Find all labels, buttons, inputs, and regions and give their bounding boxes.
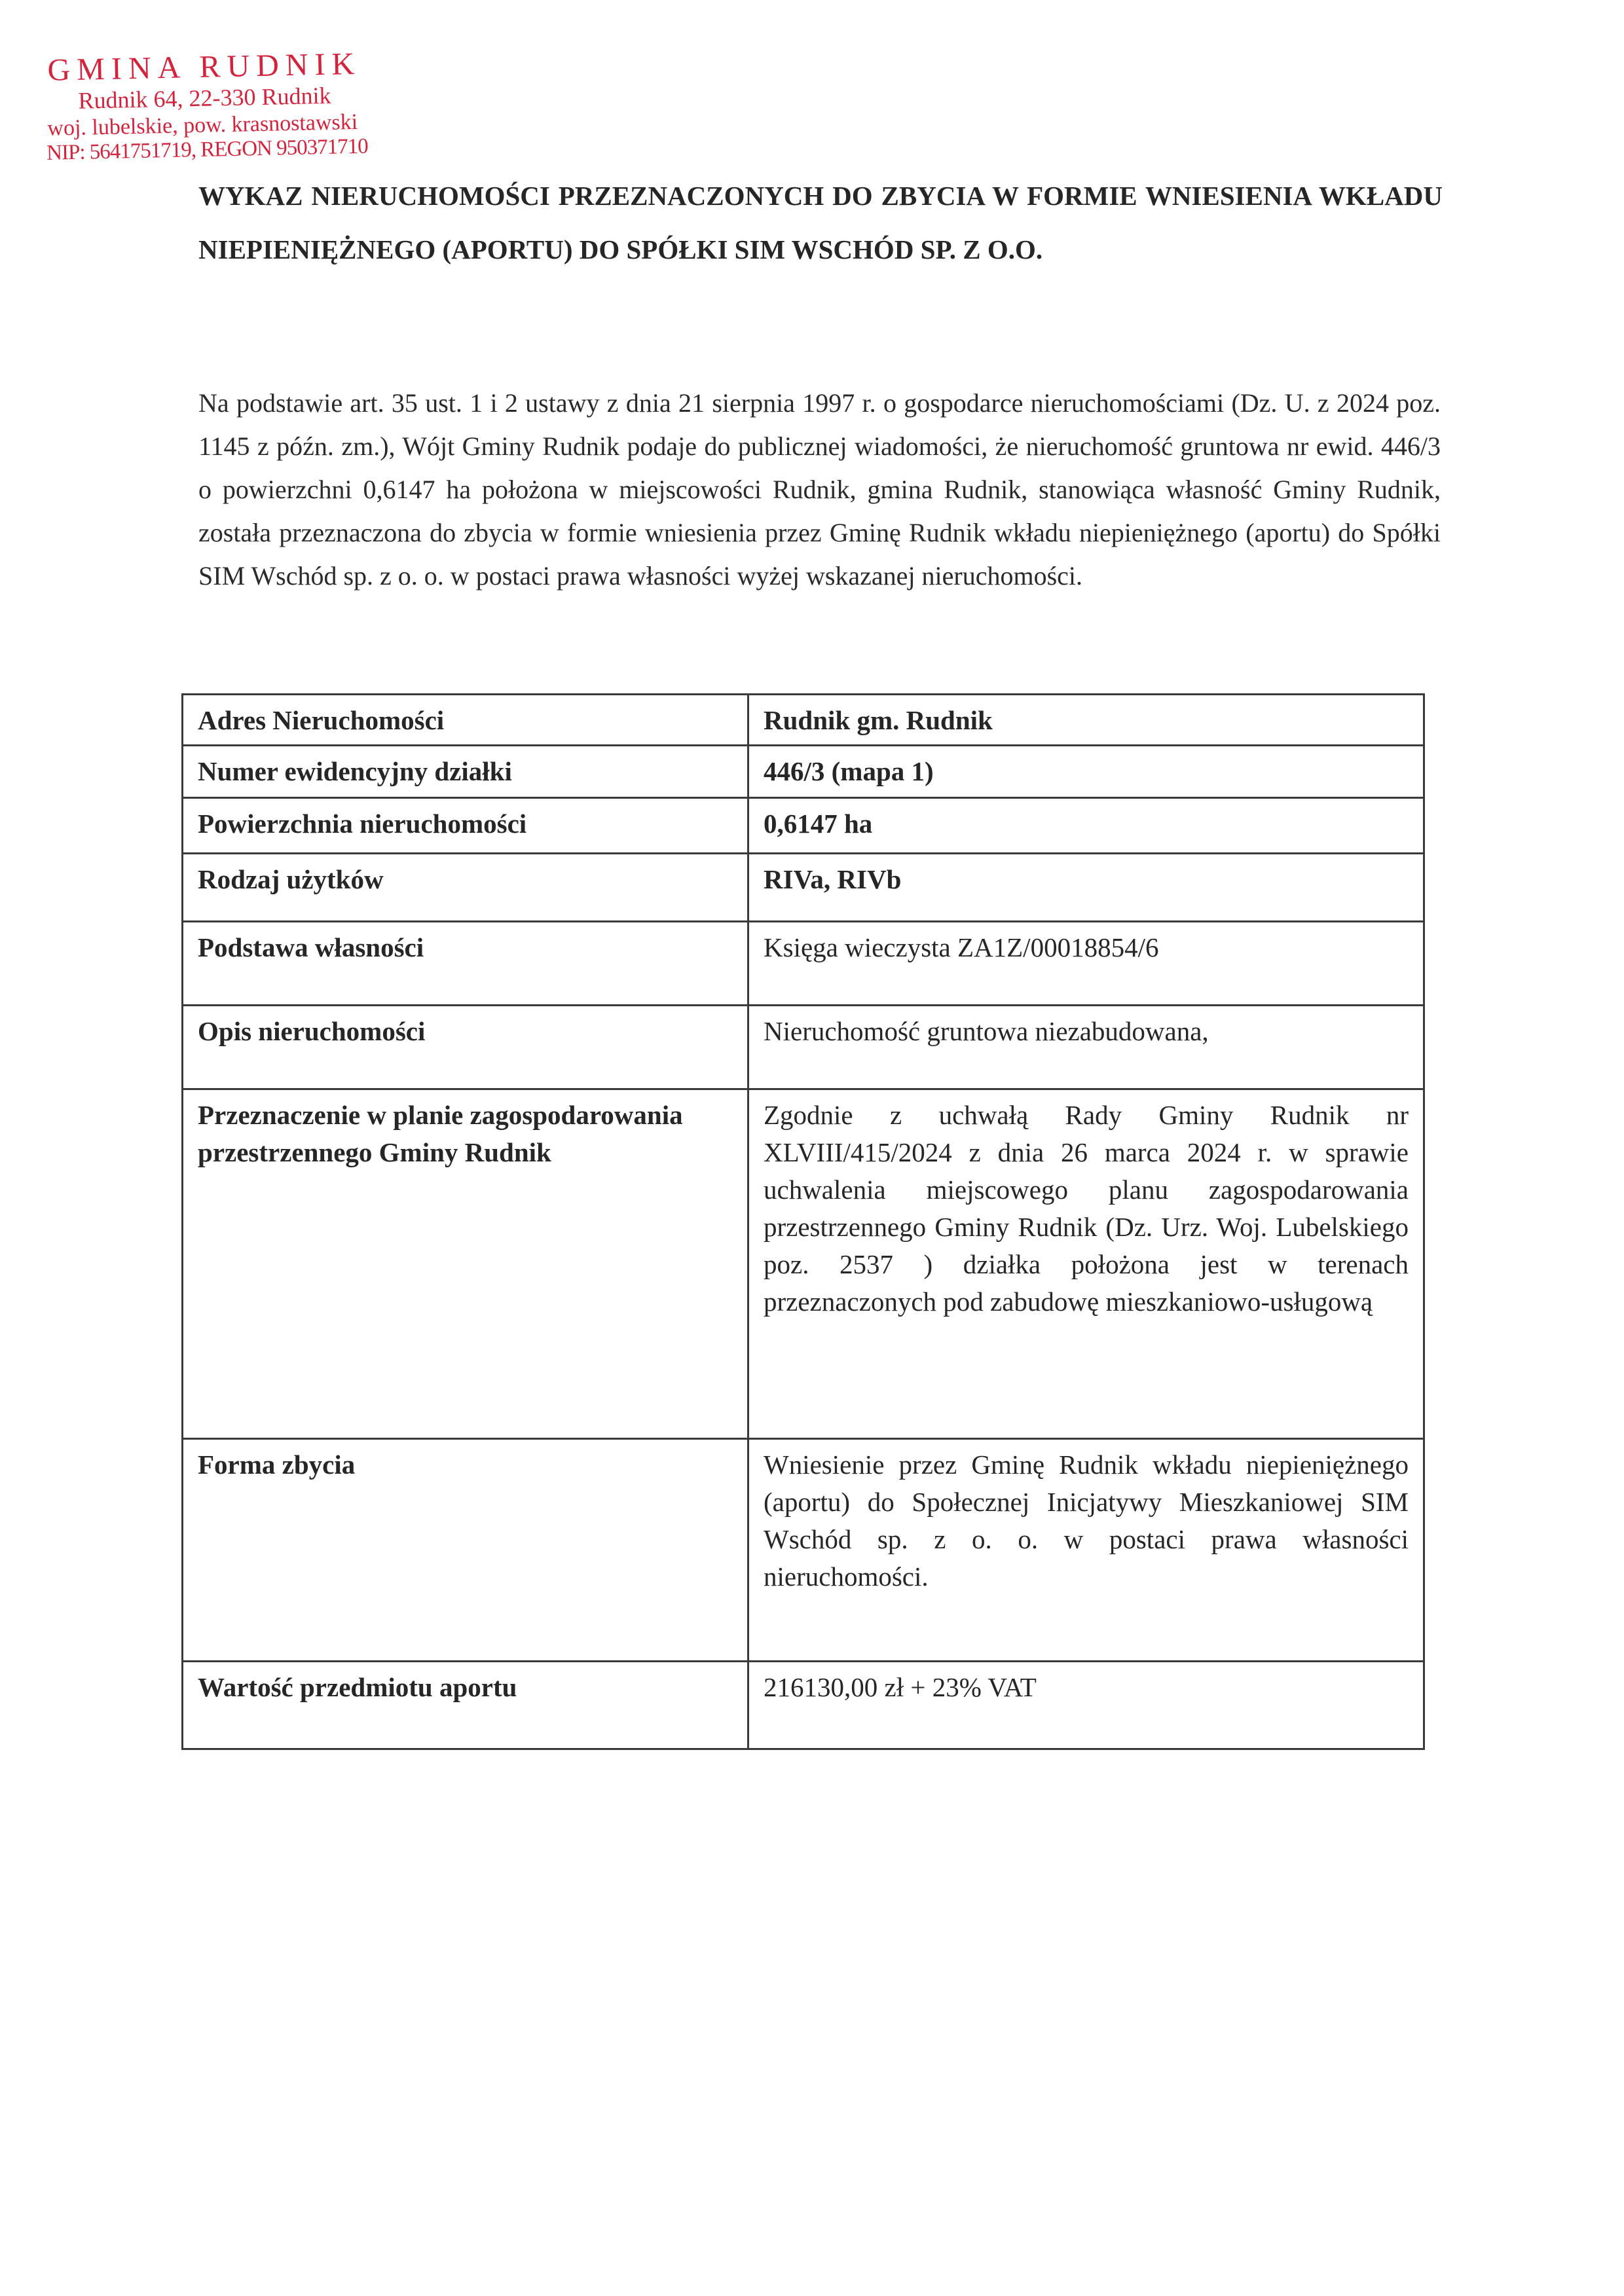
row-value: 216130,00 zł + 23% VAT	[748, 1662, 1424, 1749]
row-label: Powierzchnia nieruchomości	[183, 798, 748, 854]
document-title: WYKAZ NIERUCHOMOŚCI PRZEZNACZONYCH DO ZBYCIA W FORMIE WNIESIENIA WKŁADU NIEPIENIĘŻNEGO (APORTU) DO SPÓŁKI SIM WSCHÓD SP. Z O.O.	[198, 181, 1443, 264]
municipal-stamp	[41, 44, 436, 166]
intro-paragraph: Na podstawie art. 35 ust. 1 i 2 ustawy z dnia 21 sierpnia 1997 r. o gospodarce nieruchomościami (Dz. U. z 2024 poz. 1145 z późn. zm.), Wójt Gminy Rudnik podaje do publicznej wiadomości, że nieruchomość gruntowa nr ewid. 446/3 o powierzchni 0,6147 ha położona w miejscowości Rudnik, gmina Rudnik, stanowiąca własność Gminy Rudnik, została przeznaczona do zbycia w formie wniesienia przez Gminę Rudnik wkładu niepieniężnego (aportu) do Spółki SIM Wschód sp. z o. o. w postaci prawa własności wyżej wskazanej nieruchomości.	[198, 388, 1441, 591]
row-label: Rodzaj użytków	[183, 854, 748, 922]
table-row	[183, 1439, 1424, 1662]
stamp-municipality-name: GMINA RUDNIK	[47, 46, 361, 88]
row-value: RIVa, RIVb	[748, 854, 1424, 922]
row-value: 0,6147 ha	[748, 798, 1424, 854]
table-row	[183, 854, 1424, 922]
property-details-table	[181, 693, 1425, 1750]
row-value: Księga wieczysta ZA1Z/00018854/6	[748, 922, 1424, 1006]
row-label: Numer ewidencyjny działki	[183, 746, 748, 798]
row-label: Adres Nieruchomości	[183, 695, 748, 746]
stamp-tax-ids: NIP: 5641751719, REGON 950371710	[46, 134, 369, 165]
row-value: 446/3 (mapa 1)	[748, 746, 1424, 798]
stamp-region: woj. lubelskie, pow. krasnostawski	[47, 109, 358, 141]
table-row	[183, 1662, 1424, 1749]
table-row	[183, 695, 1424, 746]
row-label: Przeznaczenie w planie zagospodarowania przestrzennego Gminy Rudnik	[183, 1089, 748, 1439]
table-row	[183, 746, 1424, 798]
row-value: Rudnik gm. Rudnik	[748, 695, 1424, 746]
row-label: Podstawa własności	[183, 922, 748, 1006]
row-label: Opis nieruchomości	[183, 1006, 748, 1089]
row-label: Forma zbycia	[183, 1439, 748, 1662]
table-row	[183, 798, 1424, 854]
row-value: Nieruchomość gruntowa niezabudowana,	[748, 1006, 1424, 1089]
row-value: Wniesienie przez Gminę Rudnik wkładu niepieniężnego (aportu) do Społecznej Inicjatywy Mieszkaniowej SIM Wschód sp. z o. o. w postaci prawa własności nieruchomości.	[748, 1439, 1424, 1662]
row-label: Wartość przedmiotu aportu	[183, 1662, 748, 1749]
row-value: Zgodnie z uchwałą Rady Gminy Rudnik nr XLVIII/415/2024 z dnia 26 marca 2024 r. w sprawie uchwalenia miejscowego planu zagospodarowania przestrzennego Gminy Rudnik (Dz. Urz. Woj. Lubelskiego poz. 2537 ) działka położona jest w terenach przeznaczonych pod zabudowę mieszkaniowo-usługową	[748, 1089, 1424, 1439]
table-row	[183, 922, 1424, 1006]
table-row	[183, 1089, 1424, 1439]
table-row	[183, 1006, 1424, 1089]
stamp-address: Rudnik 64, 22-330 Rudnik	[78, 82, 331, 114]
